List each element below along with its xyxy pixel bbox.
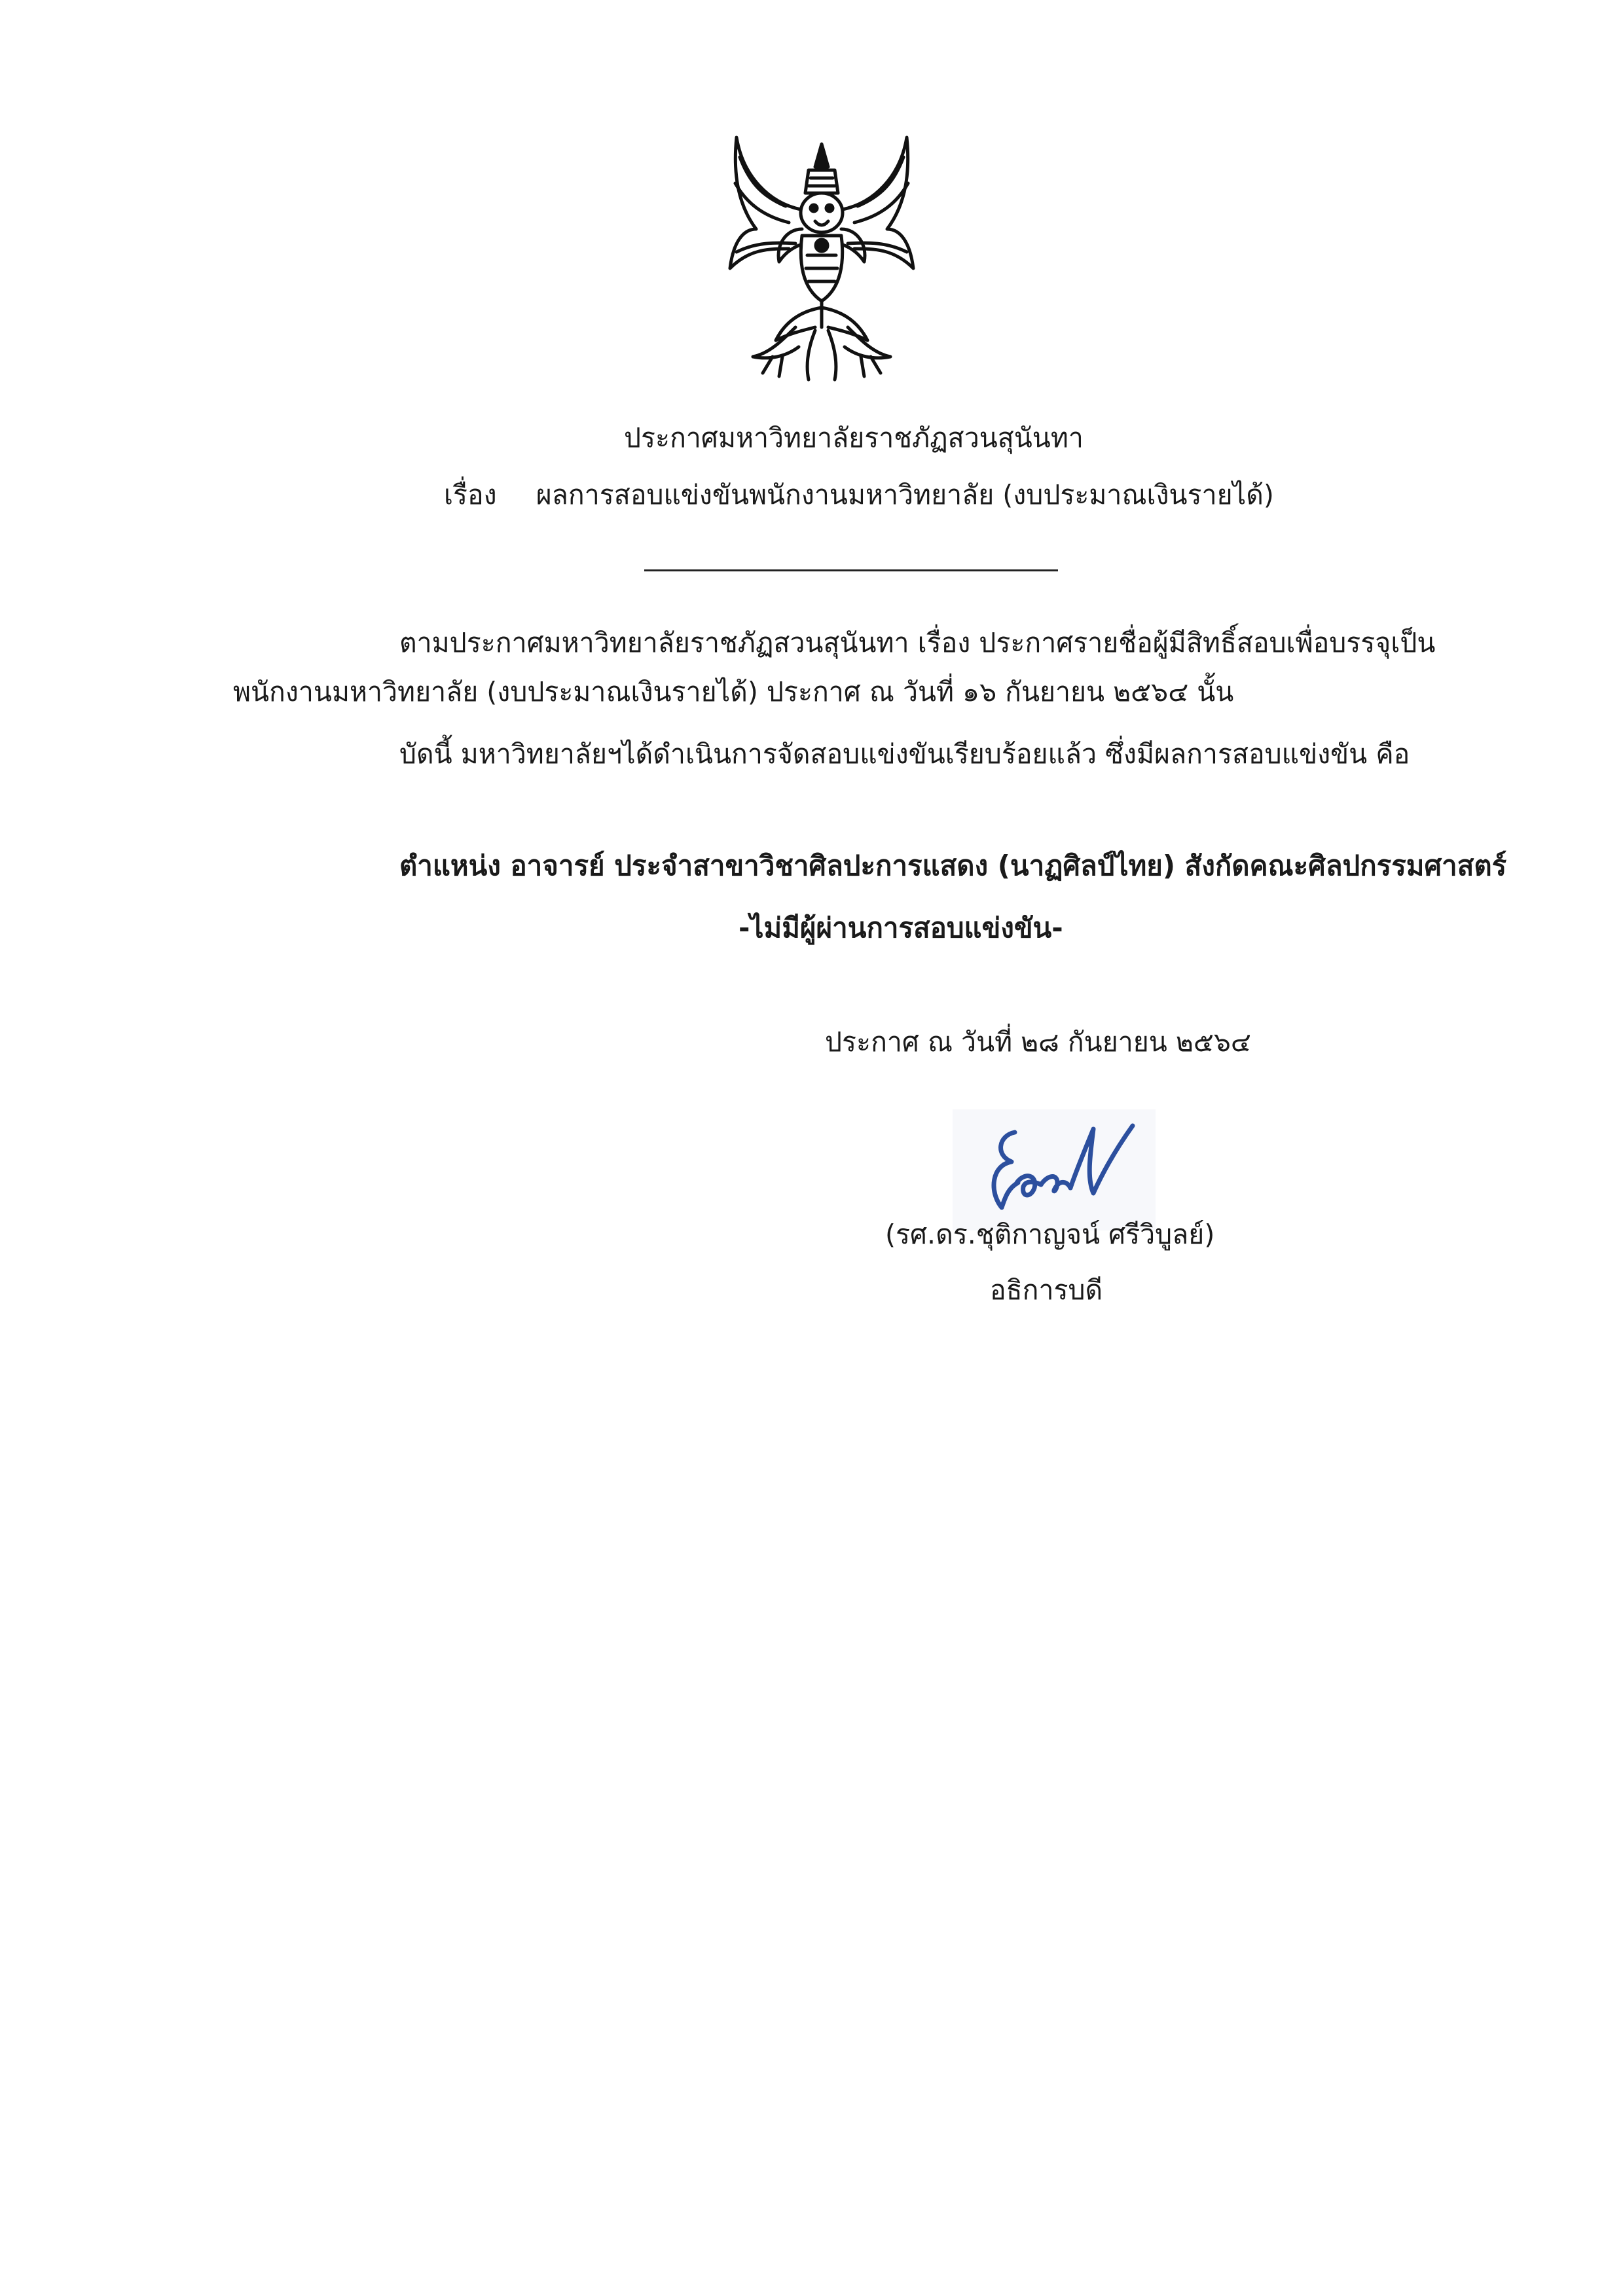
result-outcome: -ไม่มีผู้ผ่านการสอบแข่งขัน- [739,912,1063,944]
garuda-emblem-icon [723,131,920,386]
signatory-title: อธิการบดี [990,1274,1103,1306]
announcement-date: ประกาศ ณ วันที่ ๒๘ กันยายน ๒๕๖๔ [825,1026,1251,1058]
signature-icon [953,1109,1156,1230]
paragraph-1-line-1: ตามประกาศมหาวิทยาลัยราชภัฏสวนสุนันทา เรื่อง ประกาศรายชื่อผู้มีสิทธิ์สอบเพื่อบรรจุเป็น [399,627,1436,658]
signatory-name: (รศ.ดร.ชุติกาญจน์ ศรีวิบูลย์) [885,1219,1215,1250]
position-heading: ตำแหน่ง อาจารย์ ประจำสาขาวิชาศิลปะการแสดง (นาฏศิลป์ไทย) สังกัดคณะศิลปกรรมศาสตร์ [399,850,1507,882]
paragraph-2: บัดนี้ มหาวิทยาลัยฯได้ดำเนินการจัดสอบแข่งขันเรียบร้อยแล้ว ซึ่งมีผลการสอบแข่งขัน คือ [399,738,1410,770]
subject-prefix: เรื่อง [444,479,497,511]
announcement-issuer: ประกาศมหาวิทยาลัยราชภัฏสวนสุนันทา [624,422,1084,454]
header-divider [644,569,1058,571]
paragraph-1-line-2: พนักงานมหาวิทยาลัย (งบประมาณเงินรายได้) ประกาศ ณ วันที่ ๑๖ กันยายน ๒๕๖๔ นั้น [233,676,1234,708]
subject-text: ผลการสอบแข่งขันพนักงานมหาวิทยาลัย (งบประมาณเงินรายได้) [536,479,1274,511]
subject-line [444,479,1274,511]
